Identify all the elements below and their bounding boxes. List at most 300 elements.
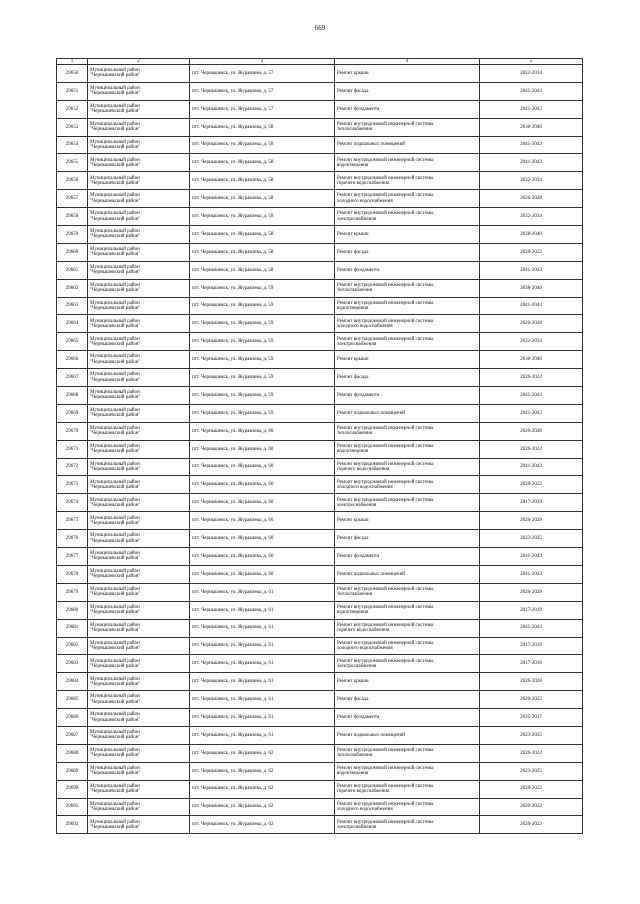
address-cell: пгт. Чернышевск, ул. Журавлева, д. 58 [190,208,335,226]
table-row [57,118,583,136]
work-type-line: Ремонт внутридомовой инженерной системы [337,157,434,163]
municipality-cell [88,691,190,709]
work-type-cell [335,65,480,83]
table-row [57,226,583,244]
row-number: 29663 [57,297,88,315]
work-type-line: электроснабжения [337,824,377,830]
work-type-cell [335,816,480,834]
municipality-line: "Чернышевский район" [90,198,141,204]
row-number: 29680 [57,601,88,619]
table-row [57,315,583,333]
municipality-line: "Чернышевский район" [90,520,141,526]
row-number: 29677 [57,548,88,566]
table-row [57,422,583,440]
row-number: 29684 [57,673,88,691]
work-type-cell [335,691,480,709]
table-row [57,279,583,297]
municipality-line: "Чернышевский район" [90,180,141,186]
row-number: 29656 [57,172,88,190]
work-type-line: Ремонт внутридомовой инженерной системы [337,587,434,593]
municipality-line: "Чернышевский район" [90,717,141,723]
row-number: 29692 [57,816,88,834]
row-number: 29657 [57,190,88,208]
municipality-line: Муниципальный район [90,658,140,664]
work-type-cell [335,673,480,691]
row-number: 29691 [57,798,88,816]
municipality-cell [88,458,190,476]
work-type-line: Ремонт внутридомовой инженерной системы [337,765,434,771]
table-row [57,297,583,315]
municipality-line: Муниципальный район [90,569,140,575]
municipality-line: Муниципальный район [90,336,140,342]
municipality-line: Муниципальный район [90,640,140,646]
period-cell: 2041-2043 [480,387,583,405]
address-cell: пгт. Чернышевск, ул. Журавлева, д. 62 [190,798,335,816]
work-type-line: Ремонт внутридомовой инженерной системы [337,604,434,610]
work-type-line: Ремонт подвальных помещений [337,142,405,148]
row-number: 29679 [57,583,88,601]
municipality-line: Муниципальный район [90,300,140,306]
period-cell: 2026-2028 [480,422,583,440]
period-cell: 2032-2034 [480,65,583,83]
municipality-line: "Чернышевский район" [90,395,141,401]
work-type-line: холодного водоснабжения [337,645,393,651]
period-cell: 2017-2019 [480,655,583,673]
municipality-line: Муниципальный район [90,193,140,199]
row-number: 29661 [57,261,88,279]
municipality-cell [88,208,190,226]
period-cell: 2032-2034 [480,172,583,190]
municipality-line: Муниципальный район [90,819,140,825]
municipality-line: Муниципальный район [90,443,140,449]
work-type-cell [335,172,480,190]
municipality-cell [88,65,190,83]
work-type-cell [335,190,480,208]
table-row [57,798,583,816]
work-type-line: электроснабжения [337,216,377,222]
municipality-line: "Чернышевский район" [90,306,141,312]
row-number: 29673 [57,476,88,494]
municipality-line: "Чернышевский район" [90,628,141,634]
work-type-line: Ремонт крыши [337,357,369,363]
period-cell: 2041-2043 [480,136,583,154]
municipality-line: Муниципальный район [90,515,140,521]
municipality-line: "Чернышевский район" [90,413,141,419]
municipality-line: "Чернышевский район" [90,610,141,616]
period-cell: 2038-2040 [480,226,583,244]
municipality-cell [88,422,190,440]
address-cell: пгт. Чернышевск, ул. Журавлева, д. 58 [190,226,335,244]
municipality-cell [88,190,190,208]
address-cell: пгт. Чернышевск, ул. Журавлева, д. 61 [190,709,335,727]
address-cell: пгт. Чернышевск, ул. Журавлева, д. 61 [190,673,335,691]
municipality-line: Муниципальный район [90,121,140,127]
municipality-cell [88,279,190,297]
address-cell: пгт. Чернышевск, ул. Журавлева, д. 61 [190,637,335,655]
work-type-line: Ремонт крыши [337,679,369,685]
work-type-cell [335,118,480,136]
row-number: 29683 [57,655,88,673]
municipality-cell [88,118,190,136]
municipality-cell [88,512,190,530]
municipality-cell [88,369,190,387]
work-type-line: водоотведения [337,306,369,312]
work-type-cell [335,780,480,798]
period-cell: 2041-2043 [480,565,583,583]
table-row [57,673,583,691]
work-type-line: горячего водоснабжения [337,789,390,795]
municipality-cell [88,476,190,494]
municipality-line: "Чернышевский район" [90,645,141,651]
period-cell: 2023-2025 [480,762,583,780]
address-cell: пгт. Чернышевск, ул. Журавлева, д. 61 [190,691,335,709]
work-type-cell [335,726,480,744]
row-number: 29650 [57,65,88,83]
municipality-cell [88,261,190,279]
work-type-line: Ремонт внутридомовой инженерной системы [337,783,434,789]
address-cell: пгт. Чернышевск, ул. Журавлева, д. 58 [190,118,335,136]
row-number: 29686 [57,709,88,727]
row-number: 29690 [57,780,88,798]
row-number: 29678 [57,565,88,583]
work-type-line: Ремонт фундамента [337,392,380,398]
table-row [57,387,583,405]
period-cell: 2038-2040 [480,279,583,297]
municipality-line: "Чернышевский район" [90,91,141,97]
table-row [57,100,583,118]
table-row [57,82,583,100]
table-row [57,762,583,780]
work-type-line: теплоснабжения [337,753,372,759]
column-number: 5 [480,59,583,65]
row-number: 29685 [57,691,88,709]
row-number: 29668 [57,387,88,405]
municipality-line: "Чернышевский район" [90,467,141,473]
address-cell: пгт. Чернышевск, ул. Журавлева, д. 58 [190,261,335,279]
address-cell: пгт. Чернышевск, ул. Журавлева, д. 58 [190,154,335,172]
work-type-line: Ремонт подвальных помещений [337,571,405,577]
work-type-line: горячего водоснабжения [337,628,390,634]
municipality-line: Муниципальный район [90,622,140,628]
municipality-cell [88,601,190,619]
municipality-line: Муниципальный район [90,461,140,467]
row-number: 29662 [57,279,88,297]
work-type-line: теплоснабжения [337,288,372,294]
address-cell: пгт. Чернышевск, ул. Журавлева, д. 59 [190,404,335,422]
period-cell: 2020-2022 [480,476,583,494]
work-type-cell [335,422,480,440]
municipality-line: "Чернышевский район" [90,252,141,258]
municipality-line: Муниципальный район [90,604,140,610]
table-row [57,208,583,226]
row-number: 29667 [57,369,88,387]
work-type-cell [335,404,480,422]
table-row [57,637,583,655]
table-row [57,136,583,154]
work-type-line: Ремонт внутридомовой инженерной системы [337,497,434,503]
work-type-cell [335,583,480,601]
municipality-line: "Чернышевский район" [90,824,141,830]
work-type-line: Ремонт крыши [337,231,369,237]
address-cell: пгт. Чернышевск, ул. Журавлева, д. 60 [190,476,335,494]
table-row [57,583,583,601]
work-type-cell [335,440,480,458]
municipality-line: "Чернышевский район" [90,234,141,240]
municipality-line: "Чернышевский район" [90,556,141,562]
work-type-line: водоотведения [337,610,369,616]
work-type-cell [335,387,480,405]
period-cell: 2035-2037 [480,709,583,727]
period-cell: 2026-2028 [480,583,583,601]
municipality-cell [88,82,190,100]
municipality-line: "Чернышевский район" [90,771,141,777]
work-type-line: Ремонт фасада [337,88,369,94]
work-type-line: Ремонт внутридомовой инженерной системы [337,300,434,306]
address-cell: пгт. Чернышевск, ул. Журавлева, д. 57 [190,82,335,100]
work-type-line: электроснабжения [337,502,377,508]
row-number: 29659 [57,226,88,244]
table-row [57,512,583,530]
address-cell: пгт. Чернышевск, ул. Журавлева, д. 61 [190,601,335,619]
row-number: 29672 [57,458,88,476]
period-cell: 2020-2022 [480,798,583,816]
period-cell: 2020-2022 [480,691,583,709]
period-cell: 2032-2034 [480,208,583,226]
table-row [57,709,583,727]
period-cell: 2020-2022 [480,780,583,798]
period-cell: 2038-2040 [480,118,583,136]
municipality-cell [88,351,190,369]
municipality-cell [88,709,190,727]
row-number: 29670 [57,422,88,440]
work-type-cell [335,548,480,566]
table-row [57,458,583,476]
work-type-line: Ремонт фундамента [337,106,380,112]
municipality-line: Муниципальный район [90,426,140,432]
period-cell: 2041-2043 [480,548,583,566]
period-cell: 2020-2022 [480,440,583,458]
municipality-cell [88,154,190,172]
address-cell: пгт. Чернышевск, ул. Журавлева, д. 58 [190,136,335,154]
work-type-line: Ремонт внутридомовой инженерной системы [337,443,434,449]
address-cell: пгт. Чернышевск, ул. Журавлева, д. 57 [190,65,335,83]
work-type-line: Ремонт внутридомовой инженерной системы [337,819,434,825]
period-cell: 2032-2034 [480,333,583,351]
address-cell: пгт. Чернышевск, ул. Журавлева, д. 61 [190,583,335,601]
table-row [57,780,583,798]
work-type-line: Ремонт внутридомовой инженерной системы [337,175,434,181]
municipality-cell [88,619,190,637]
work-type-line: Ремонт внутридомовой инженерной системы [337,801,434,807]
municipality-line: Муниципальный район [90,104,140,110]
municipality-line: "Чернышевский район" [90,341,141,347]
table-row [57,261,583,279]
work-type-cell [335,333,480,351]
table-row [57,154,583,172]
municipality-line: Муниципальный район [90,765,140,771]
municipality-line: Муниципальный район [90,694,140,700]
work-type-cell [335,100,480,118]
period-cell: 2041-2043 [480,458,583,476]
municipality-line: Муниципальный район [90,730,140,736]
table-row [57,494,583,512]
row-number: 29676 [57,530,88,548]
work-type-line: горячего водоснабжения [337,467,390,473]
municipality-line: "Чернышевский район" [90,109,141,115]
municipality-line: Муниципальный район [90,587,140,593]
work-type-line: Ремонт внутридомовой инженерной системы [337,658,434,664]
municipality-line: Муниципальный район [90,479,140,485]
municipality-cell [88,655,190,673]
municipality-line: Муниципальный район [90,175,140,181]
address-cell: пгт. Чернышевск, ул. Журавлева, д. 60 [190,458,335,476]
row-number: 29674 [57,494,88,512]
work-type-line: Ремонт крыши [337,70,369,76]
work-type-line: теплоснабжения [337,431,372,437]
work-type-line: холодного водоснабжения [337,323,393,329]
address-cell: пгт. Чернышевск, ул. Журавлева, д. 59 [190,369,335,387]
municipality-line: Муниципальный район [90,676,140,682]
municipality-cell [88,226,190,244]
address-cell: пгт. Чернышевск, ул. Журавлева, д. 60 [190,422,335,440]
address-cell: пгт. Чернышевск, ул. Журавлева, д. 62 [190,816,335,834]
work-type-line: Ремонт фасада [337,374,369,380]
municipality-line: Муниципальный район [90,551,140,557]
work-type-line: водоотведения [337,162,369,168]
municipality-line: Муниципальный район [90,265,140,271]
municipality-cell [88,673,190,691]
work-type-line: Ремонт внутридомовой инженерной системы [337,336,434,342]
address-cell: пгт. Чернышевск, ул. Журавлева, д. 59 [190,387,335,405]
period-cell: 2041-2043 [480,100,583,118]
row-number: 29658 [57,208,88,226]
period-cell: 2041-2043 [480,154,583,172]
work-type-line: Ремонт внутридомовой инженерной системы [337,426,434,432]
address-cell: пгт. Чернышевск, ул. Журавлева, д. 58 [190,190,335,208]
work-type-cell [335,655,480,673]
municipality-line: Муниципальный район [90,247,140,253]
municipality-cell [88,136,190,154]
period-cell: 2041-2043 [480,261,583,279]
table-row [57,744,583,762]
municipality-cell [88,100,190,118]
work-type-cell [335,243,480,261]
work-type-line: теплоснабжения [337,127,372,133]
work-type-line: Ремонт фундамента [337,714,380,720]
municipality-line: "Чернышевский район" [90,574,141,580]
municipality-cell [88,726,190,744]
row-number: 29688 [57,744,88,762]
table-row [57,548,583,566]
municipality-line: "Чернышевский район" [90,806,141,812]
column-number: 4 [335,59,480,65]
municipality-line: Муниципальный район [90,533,140,539]
work-type-line: Ремонт внутридомовой инженерной системы [337,748,434,754]
work-type-cell [335,494,480,512]
municipality-line: Муниципальный район [90,783,140,789]
municipality-line: "Чернышевский район" [90,377,141,383]
municipality-cell [88,798,190,816]
work-type-cell [335,154,480,172]
municipality-line: "Чернышевский район" [90,288,141,294]
period-cell: 2026-2028 [480,315,583,333]
municipality-cell [88,762,190,780]
address-cell: пгт. Чернышевск, ул. Журавлева, д. 59 [190,297,335,315]
row-number: 29654 [57,136,88,154]
period-cell: 2020-2022 [480,744,583,762]
municipality-cell [88,744,190,762]
work-type-line: Ремонт фасада [337,536,369,541]
municipality-line: "Чернышевский район" [90,502,141,508]
period-cell: 2020-2022 [480,243,583,261]
period-cell: 2020-2022 [480,369,583,387]
address-cell: пгт. Чернышевск, ул. Журавлева, д. 60 [190,565,335,583]
work-type-line: Ремонт фундамента [337,553,380,559]
work-type-line: Ремонт подвальных помещений [337,732,405,738]
table-row [57,816,583,834]
municipality-line: "Чернышевский район" [90,789,141,795]
work-type-cell [335,458,480,476]
work-type-cell [335,637,480,655]
address-cell: пгт. Чернышевск, ул. Журавлева, д. 61 [190,655,335,673]
work-type-cell [335,601,480,619]
municipality-line: Муниципальный район [90,390,140,396]
address-cell: пгт. Чернышевск, ул. Журавлева, д. 60 [190,512,335,530]
work-type-cell [335,226,480,244]
work-type-line: Ремонт внутридомовой инженерной системы [337,479,434,485]
municipality-cell [88,530,190,548]
work-type-line: Ремонт подвальных помещений [337,410,405,416]
work-type-line: водоотведения [337,449,369,455]
municipality-line: Муниципальный район [90,408,140,414]
row-number: 29681 [57,619,88,637]
municipality-line: "Чернышевский район" [90,484,141,490]
work-type-cell [335,136,480,154]
address-cell: пгт. Чернышевск, ул. Журавлева, д. 60 [190,440,335,458]
table-row [57,726,583,744]
municipality-line: "Чернышевский район" [90,431,141,437]
municipality-line: "Чернышевский район" [90,538,141,544]
municipality-line: "Чернышевский район" [90,216,141,222]
municipality-cell [88,243,190,261]
municipality-cell [88,780,190,798]
municipality-line: "Чернышевский район" [90,73,141,79]
municipality-line: Муниципальный район [90,354,140,360]
work-type-line: Ремонт фасада [337,249,369,255]
municipality-line: Муниципальный район [90,318,140,324]
table-row [57,404,583,422]
work-type-cell [335,476,480,494]
work-type-line: электроснабжения [337,341,377,347]
period-cell: 2023-2025 [480,726,583,744]
table-row [57,172,583,190]
municipality-cell [88,297,190,315]
period-cell: 2017-2019 [480,601,583,619]
municipality-line: "Чернышевский район" [90,735,141,741]
municipality-line: Муниципальный район [90,211,140,217]
table-row [57,243,583,261]
period-cell: 2026-2028 [480,190,583,208]
row-number: 29689 [57,762,88,780]
address-cell: пгт. Чернышевск, ул. Журавлева, д. 60 [190,548,335,566]
period-cell: 2023-2025 [480,530,583,548]
work-type-cell [335,565,480,583]
municipality-cell [88,548,190,566]
row-number: 29664 [57,315,88,333]
municipality-line: Муниципальный район [90,68,140,74]
work-type-line: Ремонт внутридомовой инженерной системы [337,622,434,628]
work-type-cell [335,762,480,780]
